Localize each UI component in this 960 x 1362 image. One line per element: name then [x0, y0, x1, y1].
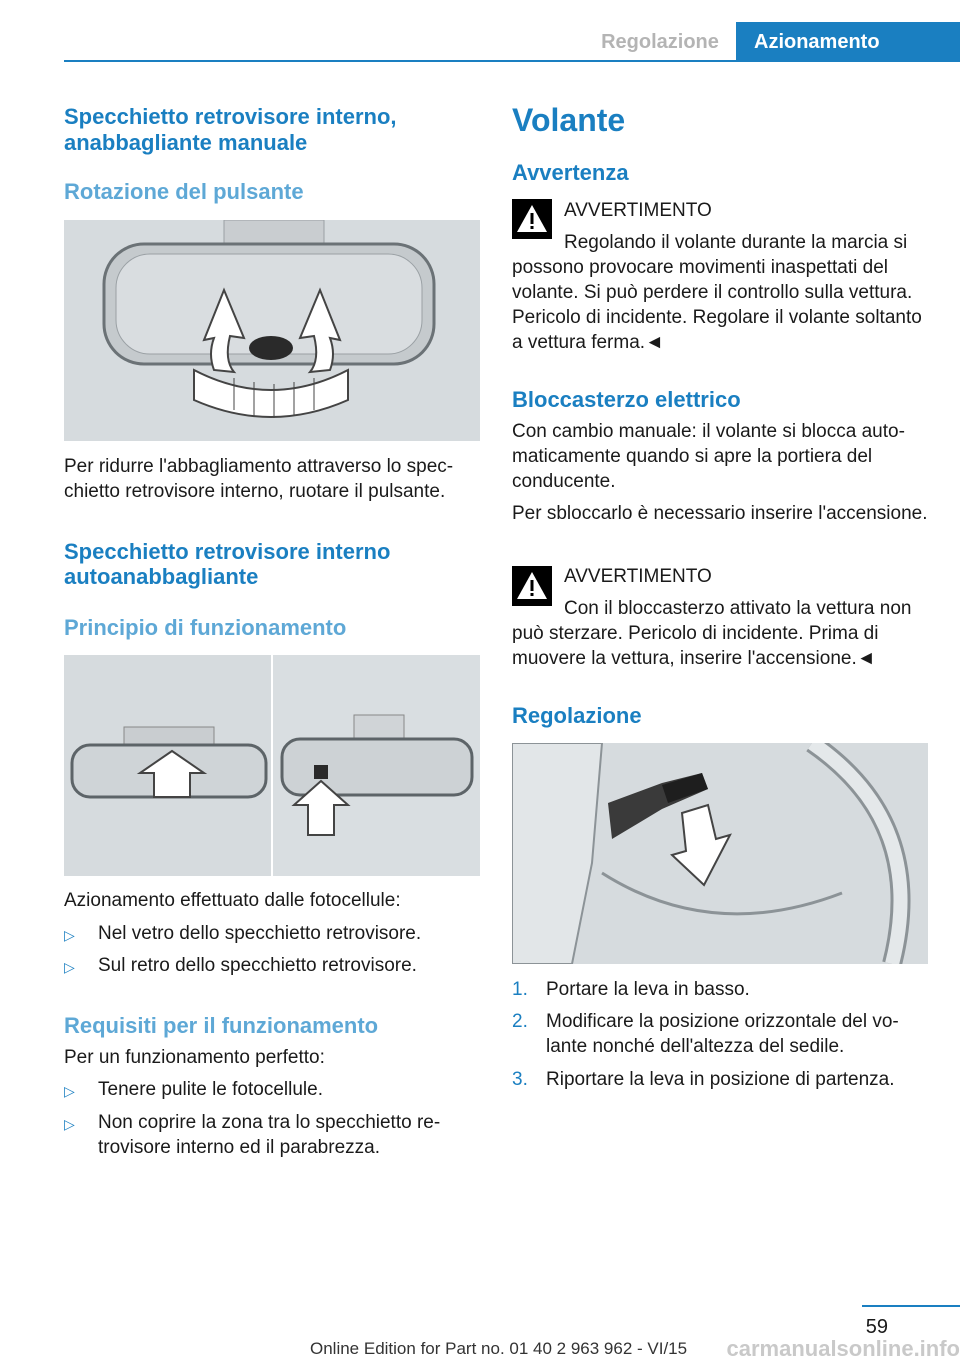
subheading-button-rotation: Rotazione del pulsante: [64, 179, 304, 204]
heading-steering-lock: Bloccasterzo elettrico: [512, 387, 741, 412]
list-item: ▷ Sul retro dello specchietto retrovisore.: [64, 953, 480, 978]
paragraph-steering-lock-auto: Con cambio manuale: il volante si blocca automaticamente quando si apre la portiera del conducente.: [512, 421, 905, 492]
triangle-bullet-icon: ▷: [64, 927, 75, 943]
triangle-bullet-icon: ▷: [64, 1116, 75, 1132]
paragraph-reduce-glare: Per ridurre l'abbagliamento attraverso lo specchietto retrovisore interno, ruotare il pulsante.: [64, 456, 454, 502]
steering-lever-illustration: [512, 743, 928, 964]
step-text: Portare la leva in basso.: [546, 979, 750, 1000]
warning-text: Regolando il volante durante la marcia si possono provocare movimenti inaspettati del volante. Si può perdere il controllo sulla vettura. Pericolo di incidente. Regolare il volante soltanto a vettura ferma.◄: [512, 232, 922, 353]
paragraph-photocells: Azionamento effettuato dalle fotocellule:: [64, 890, 401, 911]
footer-rule: [862, 1305, 960, 1307]
step-number: 3.: [512, 1069, 528, 1090]
mirror-rotation-illustration: [64, 220, 480, 441]
footer-edition: Online Edition for Part no. 01 40 2 963 962 - VI/15: [310, 1339, 688, 1358]
header-section-tab: Regolazione: [601, 31, 719, 53]
list-item: ▷ Tenere pulite le fotocellule.: [64, 1077, 480, 1102]
header-active-tab: Azionamento: [736, 22, 960, 62]
figure-photocells: [64, 655, 480, 876]
step-text: Modificare la posizione orizzontale del volante nonché dell'altezza del sedile.: [546, 1011, 899, 1057]
warning-title: AVVERTIMENTO: [564, 566, 712, 587]
step-number: 1.: [512, 979, 528, 1000]
heading-requirements: Requisiti per il funzionamento: [64, 1013, 379, 1038]
warning-title: AVVERTIMENTO: [564, 200, 712, 221]
watermark: carmanualsonline.info: [726, 1336, 960, 1361]
heading-warning: Avvertenza: [512, 160, 629, 185]
heading-manual-mirror: Specchietto retrovisore interno, anabbagliante manuale: [64, 104, 397, 155]
warning-text: Con il bloccasterzo attivato la vettura non può sterzare. Pericolo di incidente. Prima di muovere la vettura, inserire l'accensione.◄: [512, 598, 912, 669]
paragraph-steering-lock-unlock: Per sbloccarlo è necessario inserire l'accensione.: [512, 503, 928, 524]
header-rule: [64, 60, 960, 62]
triangle-bullet-icon: ▷: [64, 959, 75, 975]
triangle-bullet-icon: ▷: [64, 1083, 75, 1099]
page-title: Volante: [512, 102, 626, 138]
figure-steering-lever: [512, 743, 928, 964]
list-item: ▷ Non coprire la zona tra lo specchietto retrovisore interno ed il parabrezza.: [64, 1112, 441, 1158]
list-item: ▷ Nel vetro dello specchietto retrovisore.: [64, 921, 480, 946]
heading-auto-dimming-mirror: Specchietto retrovisore interno autoanabbagliante: [64, 539, 391, 589]
figure-mirror-button-rotation: [64, 220, 480, 441]
step-text: Riportare la leva in posizione di partenza.: [546, 1069, 895, 1090]
page-number: 59: [865, 1316, 888, 1338]
step-number: 2.: [512, 1011, 528, 1032]
subheading-operating-principle: Principio di funzionamento: [64, 615, 347, 640]
heading-adjustment: Regolazione: [512, 703, 642, 728]
photocell-illustration: [64, 655, 480, 876]
paragraph-requirements: Per un funzionamento perfetto:: [64, 1047, 325, 1068]
